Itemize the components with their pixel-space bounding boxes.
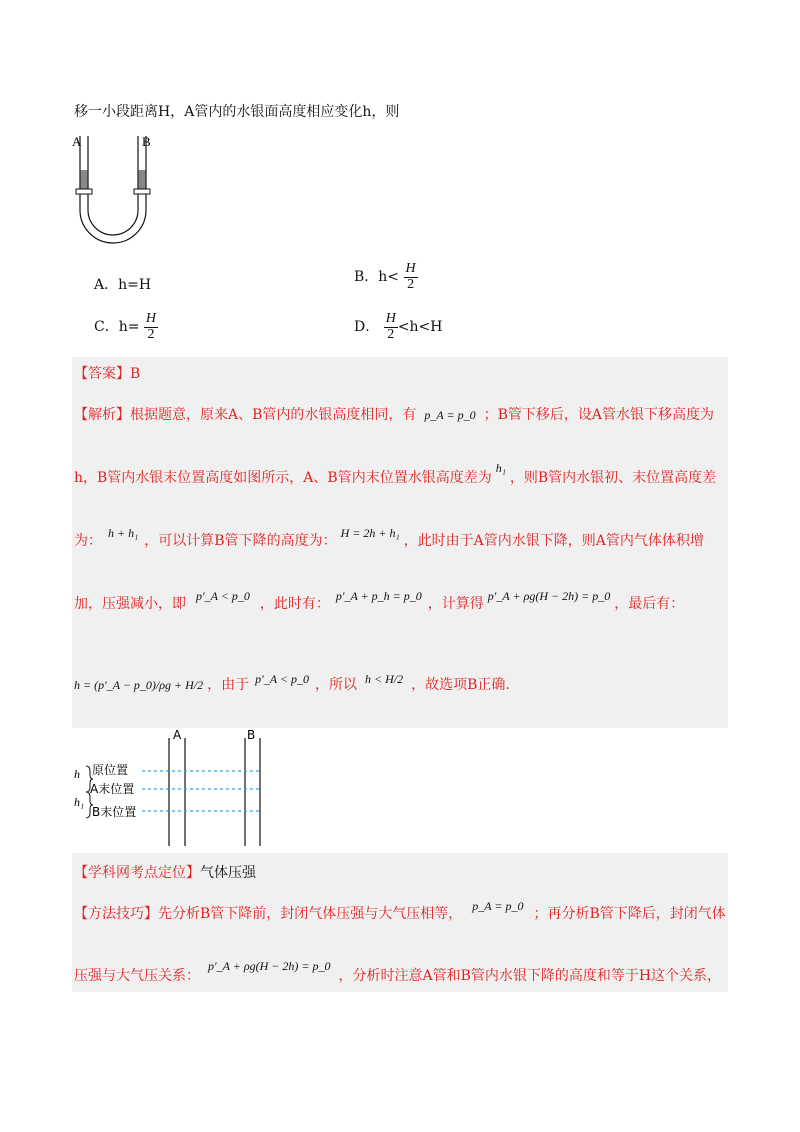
diagram-h1: h₁ [74, 795, 85, 809]
option-c[interactable]: C．h= $\frac{H}{2}$ [94, 311, 157, 342]
analysis-line-5: h = (p′_A − p_0)/ρg + H/2 ，由于 p′_A < p_0 ，所以 h < H/2 ，故选项B正确. [74, 672, 510, 693]
option-b[interactable]: B．h< $\frac{H}{2}$ [354, 261, 416, 292]
analysis-line-1: 【解析】根据题意，原来A、B管内的水银高度相同，有 p_A = p_0 ；B管下移后，设A管水银下移高度为 [74, 407, 715, 423]
analysis-line-4: 加，压强减小，即 p′_A < p_0 ，此时有： p′_A + p_h = p_0 ，计算得 p′_A + ρg(H − 2h) = p_0 ，最后有： [74, 589, 685, 612]
diagram-label-b: B [247, 728, 256, 742]
question-stem: 移一小段距离H，A管内的水银面高度相应变化h，则 [74, 104, 400, 120]
fraction-h-over-2: $\frac{H}{2}$ [145, 311, 157, 342]
method-line-2: 压强与大气压关系：p′_A + ρg(H − 2h) = p_0，分析时注意A管和B管内水银下降的高度和等于H这个关系， [74, 959, 722, 984]
tube-a-label: A [72, 134, 82, 149]
analysis-line-2: h，B管内水银末位置高度如图所示，A、B管内末位置水银高度差为h₁，则B管内水银初、末位置高度差 [74, 461, 717, 486]
method-line-1: 【方法技巧】先分析B管下降前，封闭气体压强与大气压相等， p_A = p_0 ；再分析B管下降后，封闭气体 [74, 899, 726, 922]
diagram-h: h [74, 767, 80, 781]
diagram-a-end-position: A末位置 [90, 782, 135, 796]
knowledge-point: 【学科网考点定位】气体压强 [74, 865, 256, 881]
diagram-label-a: A [173, 728, 182, 742]
diagram-orig-position: 原位置 [92, 763, 129, 777]
tube-b-label: B [142, 134, 151, 149]
mercury-level-diagram [72, 728, 272, 846]
fraction-h-over-2: $\frac{H}{2}$ [385, 311, 396, 342]
answer-label: 【答案】B [74, 366, 141, 382]
diagram-b-end-position: B末位置 [92, 805, 137, 819]
u-tube-figure [72, 130, 162, 248]
option-d[interactable]: D． $\frac{H}{2}$ <h<H [354, 311, 443, 342]
analysis-line-3: 为： h + h₁ ，可以计算B管下降的高度为： H = 2h + h₁ ，此时由于A管内水银下降，则A管内气体体积增 [74, 526, 704, 549]
fraction-h-over-2: $\frac{H}{2}$ [405, 261, 416, 292]
option-a[interactable]: A．h=H [94, 277, 152, 293]
